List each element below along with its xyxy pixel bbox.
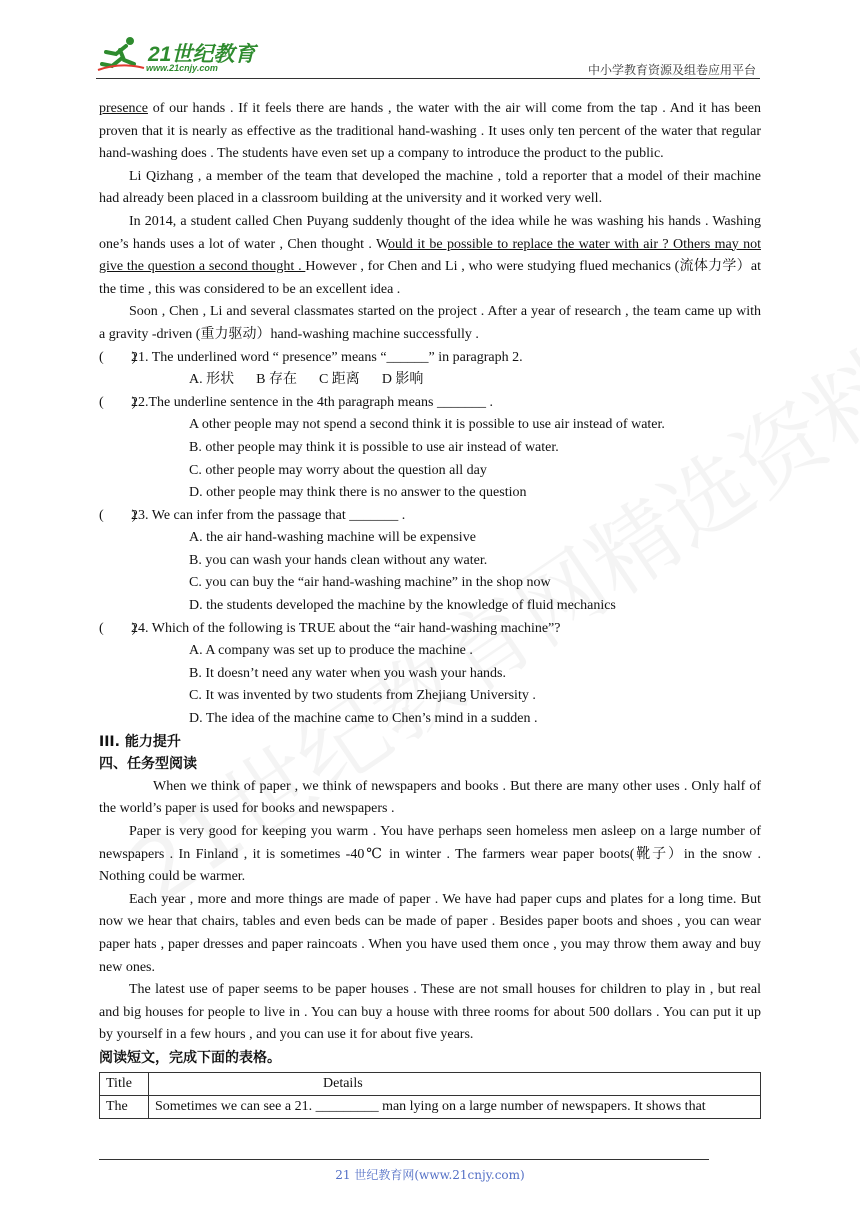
underlined-word: presence	[99, 101, 148, 116]
option-c: C. It was invented by two students from Zhejiang University .	[189, 688, 536, 704]
runner-logo-icon	[96, 36, 146, 72]
answer-blank[interactable]: ( )	[99, 349, 137, 365]
passage1-paragraph-3	[99, 211, 761, 301]
option-d: D. The idea of the machine came to Chen’s mind in a sudden .	[189, 711, 538, 727]
footer-divider	[99, 1159, 709, 1160]
option-d: D. the students developed the machine by the knowledge of fluid mechanics	[189, 598, 616, 614]
option-d: D 影响	[381, 372, 424, 388]
passage2-paragraph-4: The latest use of paper seems to be paper houses . These are not small houses for children to play in , but real and big houses for people to live in . You can buy a house with three rooms for about 500 dollars . You can put it up by yourself in a few hours , and you can use it for about five years.	[99, 982, 761, 1043]
question-stem: 23. We can infer from the passage that _______ .	[131, 507, 406, 523]
section-heading-4: 四、任务型阅读	[99, 756, 197, 773]
answer-blank[interactable]: ( )	[99, 394, 137, 410]
paragraph-text: In 2014, a student called Chen Puyang suddenly thought of the idea while he was washing his hands . Washing one’s hands uses a lot of water , Chen thought . W	[99, 213, 761, 252]
logo-url: www.21cnjy.com	[146, 63, 218, 73]
task-instruction: 阅读短文，完成下面的表格。	[99, 1049, 281, 1066]
passage1-paragraph-2: Li Qizhang , a member of the team that developed the machine , told a reporter that a model of their machine had already been placed in a classroom building at the university and it worked very well.	[99, 168, 761, 207]
paragraph-text: However , for Chen and Li , who were studying flued mechanics (流体力学）at the time , this was considered to be an excellent idea .	[99, 259, 761, 297]
option-b: B. It doesn’t need any water when you wash your hands.	[189, 665, 507, 681]
answer-blank[interactable]: ( )	[99, 620, 137, 636]
option-c: C 距离	[318, 372, 360, 388]
question-23	[99, 505, 761, 528]
document-body	[99, 98, 761, 1119]
passage2-paragraph-2: Paper is very good for keeping you warm . You have perhaps seen homeless men asleep on a large number of newspapers . In Finland , it is sometimes -40℃ in winter . The farmers wear paper boots(靴子）in the snow . Nothing could be warmer.	[99, 824, 761, 885]
page-header	[96, 32, 760, 80]
logo	[96, 32, 266, 76]
passage1-paragraph-1	[99, 98, 761, 166]
passage1-paragraph-4: Soon , Chen , Li and several classmates started on the project . After a year of research , the team came up with a gravity -driven (重力驱动）hand-washing machine successfully .	[99, 304, 761, 342]
table-header-row	[100, 1072, 761, 1095]
question-22	[99, 392, 761, 415]
passage2-paragraph-1: When we think of paper , we think of newspapers and books . But there are many other uses . Only half of the world’s paper is used for books and newspapers .	[99, 778, 761, 817]
logo-title: 21世纪教育	[148, 43, 256, 66]
header-platform-text: 中小学教育资源及组卷应用平台	[587, 63, 756, 77]
option-b: B. you can wash your hands clean without any water.	[189, 552, 488, 568]
option-d: D. other people may think there is no answer to the question	[189, 485, 527, 501]
option-b: B 存在	[256, 372, 297, 388]
table-row	[100, 1095, 761, 1118]
underlined-sentence: ould it be possible to replace the water with air ? Others may not give the question a second thought .	[99, 236, 761, 275]
table-cell: The	[100, 1095, 149, 1118]
option-a: A. the air hand-washing machine will be expensive	[189, 530, 476, 546]
option-c: C. you can buy the “air hand-washing machine” in the shop now	[189, 575, 551, 591]
question-stem: 22.The underline sentence in the 4th paragraph means _______ .	[131, 394, 493, 410]
paragraph-text: of our hands . If it feels there are hands , the water with the air will come from the tap . And it has been proven that it is nearly as effective as the traditional hand-washing . It uses only ten percent of the water that regular hand-washing does . The students have even set up a company to introduce the product to the public.	[99, 101, 761, 162]
option-a: A. 形状	[189, 372, 235, 388]
question-stem: 21. The underlined word “ presence” means “______” in paragraph 2.	[131, 349, 523, 365]
section-heading-3: III. 能力提升	[99, 733, 181, 750]
question-21	[99, 347, 761, 370]
option-c: C. other people may worry about the question all day	[189, 462, 487, 478]
header-divider	[96, 78, 760, 79]
passage2-paragraph-3: Each year , more and more things are made of paper . We have had paper cups and plates for a long time. But now we hear that chairs, tables and even beds can be made of paper . Besides paper boots and shoes , you can wear paper hats , paper dresses and paper raincoats . When you have used them once , you may throw them away and buy new ones.	[99, 891, 761, 975]
question-stem: 24. Which of the following is TRUE about the “air hand-washing machine”?	[131, 620, 561, 636]
page-footer: 21 世纪教育网(www.21cnjy.com)	[335, 1168, 525, 1182]
question-24	[99, 618, 761, 641]
table-header-details: Details	[149, 1072, 761, 1095]
option-b: B. other people may think it is possible to use air instead of water.	[189, 439, 559, 455]
table-cell[interactable]: Sometimes we can see a 21. _________ man lying on a large number of newspapers. It shows that	[149, 1095, 761, 1118]
table-header-title: Title	[100, 1072, 149, 1095]
task-table	[99, 1072, 761, 1119]
answer-blank[interactable]: ( )	[99, 507, 137, 523]
option-a: A. A company was set up to produce the machine .	[189, 643, 473, 659]
question-21-options	[189, 369, 761, 392]
option-a: A other people may not spend a second think it is possible to use air instead of water.	[189, 417, 665, 433]
